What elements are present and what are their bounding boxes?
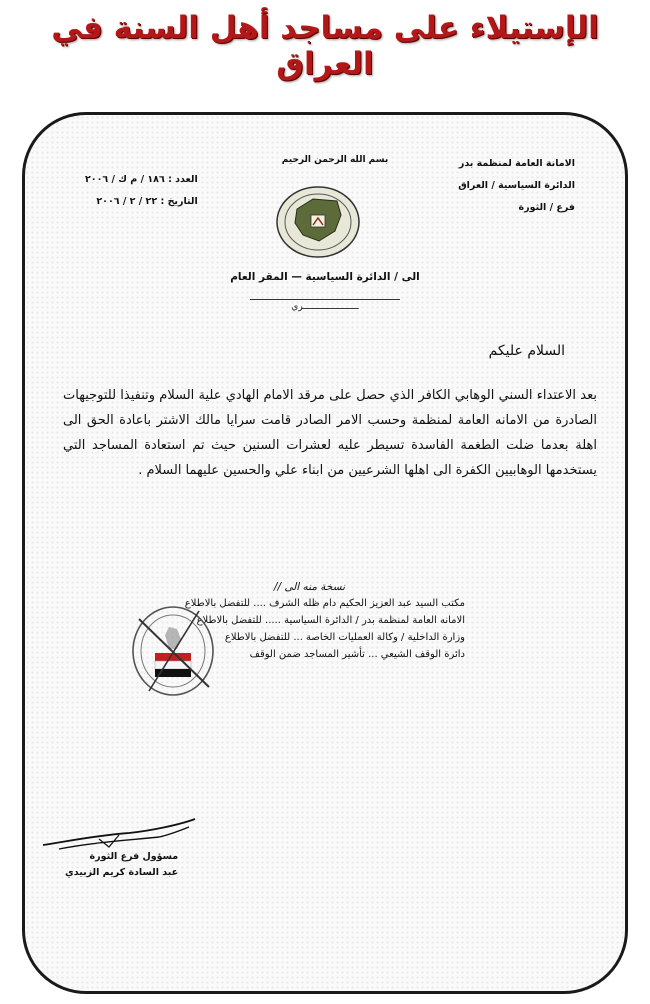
signature-block [65,849,178,881]
cc-item: الامانه العامة لمنظمة بدر / الدائرة السياسية ..... للتفضل بالاطلاع [196,615,465,626]
reference-number: العدد : ١٨٦ / م ك / ٢٠٠٦ [85,174,198,185]
header-org-line: الامانة العامة لمنظمة بدر [458,158,575,169]
signature-name: عبد السادة كريم الزبيدي [65,867,179,878]
organization-seal-logo [275,185,361,259]
letter-document [22,112,628,994]
cc-item: مكتب السيد عبد العزيز الحكيم دام ظله الشرف .... للتفضل بالاطلاع [184,598,465,609]
header-department-line: الدائرة السياسية / العراق [458,180,575,191]
cc-heading: نسخة منه الى // [273,581,345,593]
banner-title: الإستيلاء على مساجد أهل السنة في العراق [51,10,599,82]
recipient-line: الى / الدائرة السياسية — المقر العام [230,271,420,283]
recipient-subline: ـــــــــــــــــــــري [250,299,400,312]
letter-header-left [85,169,198,213]
cc-list [185,595,465,663]
cc-item: وزارة الداخلية / وكالة العمليات الخاصة ... للتفضل بالاطلاع [224,632,465,643]
letter-header-right [458,153,575,219]
signature-title: مسؤول فرع الثورة [89,851,179,862]
header-branch-line: فرع / الثورة [518,202,575,213]
basmala: بسم الله الرحمن الرحيم [281,155,389,165]
official-stamp [125,599,221,699]
letter-body: بعد الاعتداء السني الوهابي الكافر الذي حصل على مرقد الامام الهادي علية السلام وتنفيذا للتوجيهات الصادرة من الامانه العامة لمنظمة وحسب الامر الصادر قامت سرايا مالك الاشتر باعادة الحق الى اهلة بعدما ضلت الطغمة الفاسدة تسيطر عليه لعشرات السنين حيث تم استعادة المساجد التي يستخدمها الوهابيين الكفرة الى اهلها الشرعيين من ابناء علي والحسين عليهما السلام . [63,388,597,478]
letter-date: التاريخ : ٢٢ / ٢ / ٢٠٠٦ [96,196,198,207]
cc-item: دائرة الوقف الشيعي ... تأشير المساجد ضمن الوقف [249,649,465,660]
greeting: السلام عليكم [488,343,565,359]
